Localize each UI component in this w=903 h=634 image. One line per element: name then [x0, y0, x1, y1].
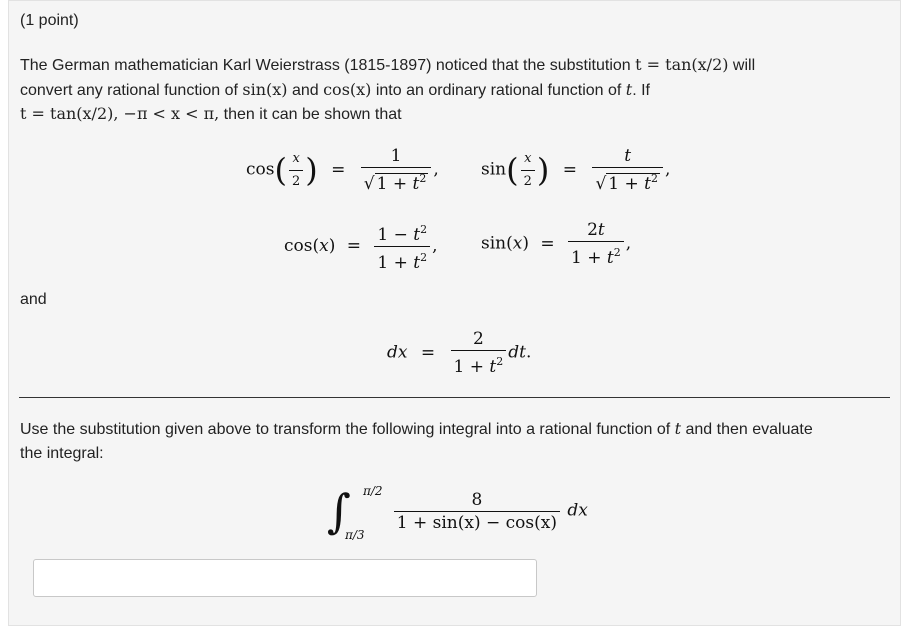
formula-cos-half: cos( $\frac{x}{2}$ ) = $\frac{1}{√ 1 + t^2}$ ,: [246, 146, 439, 194]
integral-upper-limit: π/2: [363, 484, 383, 498]
instruction-text: Use the substitution given above to transform the following integral into a rational function of: [20, 421, 675, 438]
substitution-domain: t = tan(x/2), −π < x < π,: [20, 104, 220, 123]
intro-text: and: [287, 82, 324, 99]
formula-sin-half: sin( $\frac{x}{2}$ ) = $\frac{t}{√ 1 + t^2}$ ,: [481, 146, 671, 194]
instruction-line-1: [20, 417, 813, 442]
integrand-numerator: 8: [394, 489, 560, 512]
intro-line-3: [20, 102, 402, 127]
sin-x: sin(x): [242, 80, 288, 99]
intro-text: The German mathematician Karl Weierstrass (1815-1897) noticed that the substitution: [20, 57, 636, 74]
problem-panel: [8, 0, 901, 626]
intro-text: then it can be shown that: [219, 106, 402, 123]
cos-x: cos(x): [323, 80, 372, 99]
and-label: and: [20, 291, 47, 308]
integrand-denominator: 1 + sin(x) − cos(x): [396, 512, 557, 533]
substitution-formula: t = tan(x/2): [635, 55, 729, 74]
integral-lower-limit: π/3: [345, 528, 365, 542]
instruction-text: and then evaluate: [681, 421, 813, 438]
formula-cos: cos(x) = $\frac{1 - t^2}{1 + t^2}$ ,: [284, 219, 438, 274]
var-t: t: [625, 80, 633, 99]
intro-text: convert any rational function of: [20, 82, 243, 99]
var-t: t: [674, 419, 682, 438]
intro-line-1: [20, 53, 755, 78]
answer-input[interactable]: [33, 559, 537, 597]
intro-text: will: [728, 57, 756, 74]
instruction-line-2: the integral:: [20, 445, 104, 462]
formula-dx: dx = $\frac{2}{1 + t^2}$ dt.: [387, 329, 532, 377]
intro-text: . If: [632, 82, 650, 99]
integral-differential: dx: [567, 500, 588, 521]
points-label: (1 point): [20, 12, 79, 29]
integral-sign: ∫: [327, 484, 351, 538]
divider: [19, 397, 890, 398]
integral-expression: [327, 484, 588, 544]
intro-text: into an ordinary rational function of: [371, 82, 626, 99]
formula-sin: sin(x) = $\frac{2t}{1 + t^2}$ ,: [481, 220, 632, 268]
intro-line-2: [20, 78, 650, 103]
